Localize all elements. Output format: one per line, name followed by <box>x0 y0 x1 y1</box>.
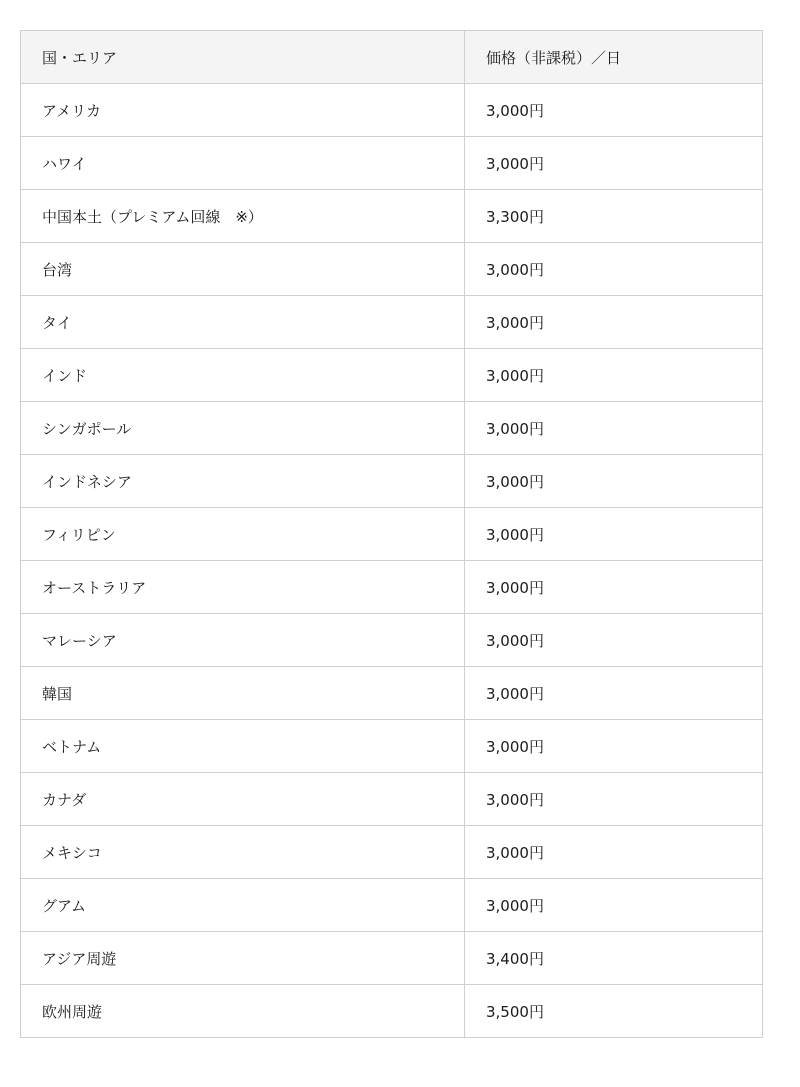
table-body <box>21 84 763 1038</box>
price-cell: 3,000円 <box>465 879 763 932</box>
price-cell: 3,000円 <box>465 455 763 508</box>
price-cell: 3,000円 <box>465 614 763 667</box>
country-cell: インドネシア <box>21 455 465 508</box>
price-cell: 3,000円 <box>465 84 763 137</box>
table-row <box>21 879 763 932</box>
price-cell: 3,000円 <box>465 720 763 773</box>
table-row <box>21 720 763 773</box>
price-cell: 3,000円 <box>465 137 763 190</box>
price-cell: 3,000円 <box>465 826 763 879</box>
country-cell: 台湾 <box>21 243 465 296</box>
price-cell: 3,000円 <box>465 243 763 296</box>
table-header <box>21 31 763 84</box>
table-row <box>21 773 763 826</box>
table-row <box>21 84 763 137</box>
country-cell: オーストラリア <box>21 561 465 614</box>
price-cell: 3,000円 <box>465 667 763 720</box>
country-cell: 欧州周遊 <box>21 985 465 1038</box>
table-row <box>21 455 763 508</box>
table-row <box>21 614 763 667</box>
price-cell: 3,000円 <box>465 349 763 402</box>
country-cell: タイ <box>21 296 465 349</box>
header-row <box>21 31 763 84</box>
country-cell: 中国本土（プレミアム回線 ※） <box>21 190 465 243</box>
country-cell: アメリカ <box>21 84 465 137</box>
table-row <box>21 296 763 349</box>
price-cell: 3,400円 <box>465 932 763 985</box>
price-cell: 3,000円 <box>465 296 763 349</box>
country-cell: シンガポール <box>21 402 465 455</box>
price-cell: 3,000円 <box>465 561 763 614</box>
table-row <box>21 243 763 296</box>
price-cell: 3,000円 <box>465 402 763 455</box>
header-country: 国・エリア <box>21 31 465 84</box>
price-table <box>20 30 763 1038</box>
country-cell: ベトナム <box>21 720 465 773</box>
price-cell: 3,000円 <box>465 508 763 561</box>
price-cell: 3,000円 <box>465 773 763 826</box>
country-cell: ハワイ <box>21 137 465 190</box>
country-cell: カナダ <box>21 773 465 826</box>
header-price: 価格（非課税）／日 <box>465 31 763 84</box>
table-row <box>21 932 763 985</box>
table-row <box>21 826 763 879</box>
country-cell: アジア周遊 <box>21 932 465 985</box>
table-row <box>21 190 763 243</box>
table-row <box>21 137 763 190</box>
table-row <box>21 402 763 455</box>
country-cell: グアム <box>21 879 465 932</box>
country-cell: インド <box>21 349 465 402</box>
country-cell: フィリピン <box>21 508 465 561</box>
table-row <box>21 349 763 402</box>
price-cell: 3,300円 <box>465 190 763 243</box>
country-cell: マレーシア <box>21 614 465 667</box>
table-row <box>21 667 763 720</box>
table-row <box>21 561 763 614</box>
price-cell: 3,500円 <box>465 985 763 1038</box>
country-cell: メキシコ <box>21 826 465 879</box>
table-row <box>21 508 763 561</box>
country-cell: 韓国 <box>21 667 465 720</box>
table-row <box>21 985 763 1038</box>
